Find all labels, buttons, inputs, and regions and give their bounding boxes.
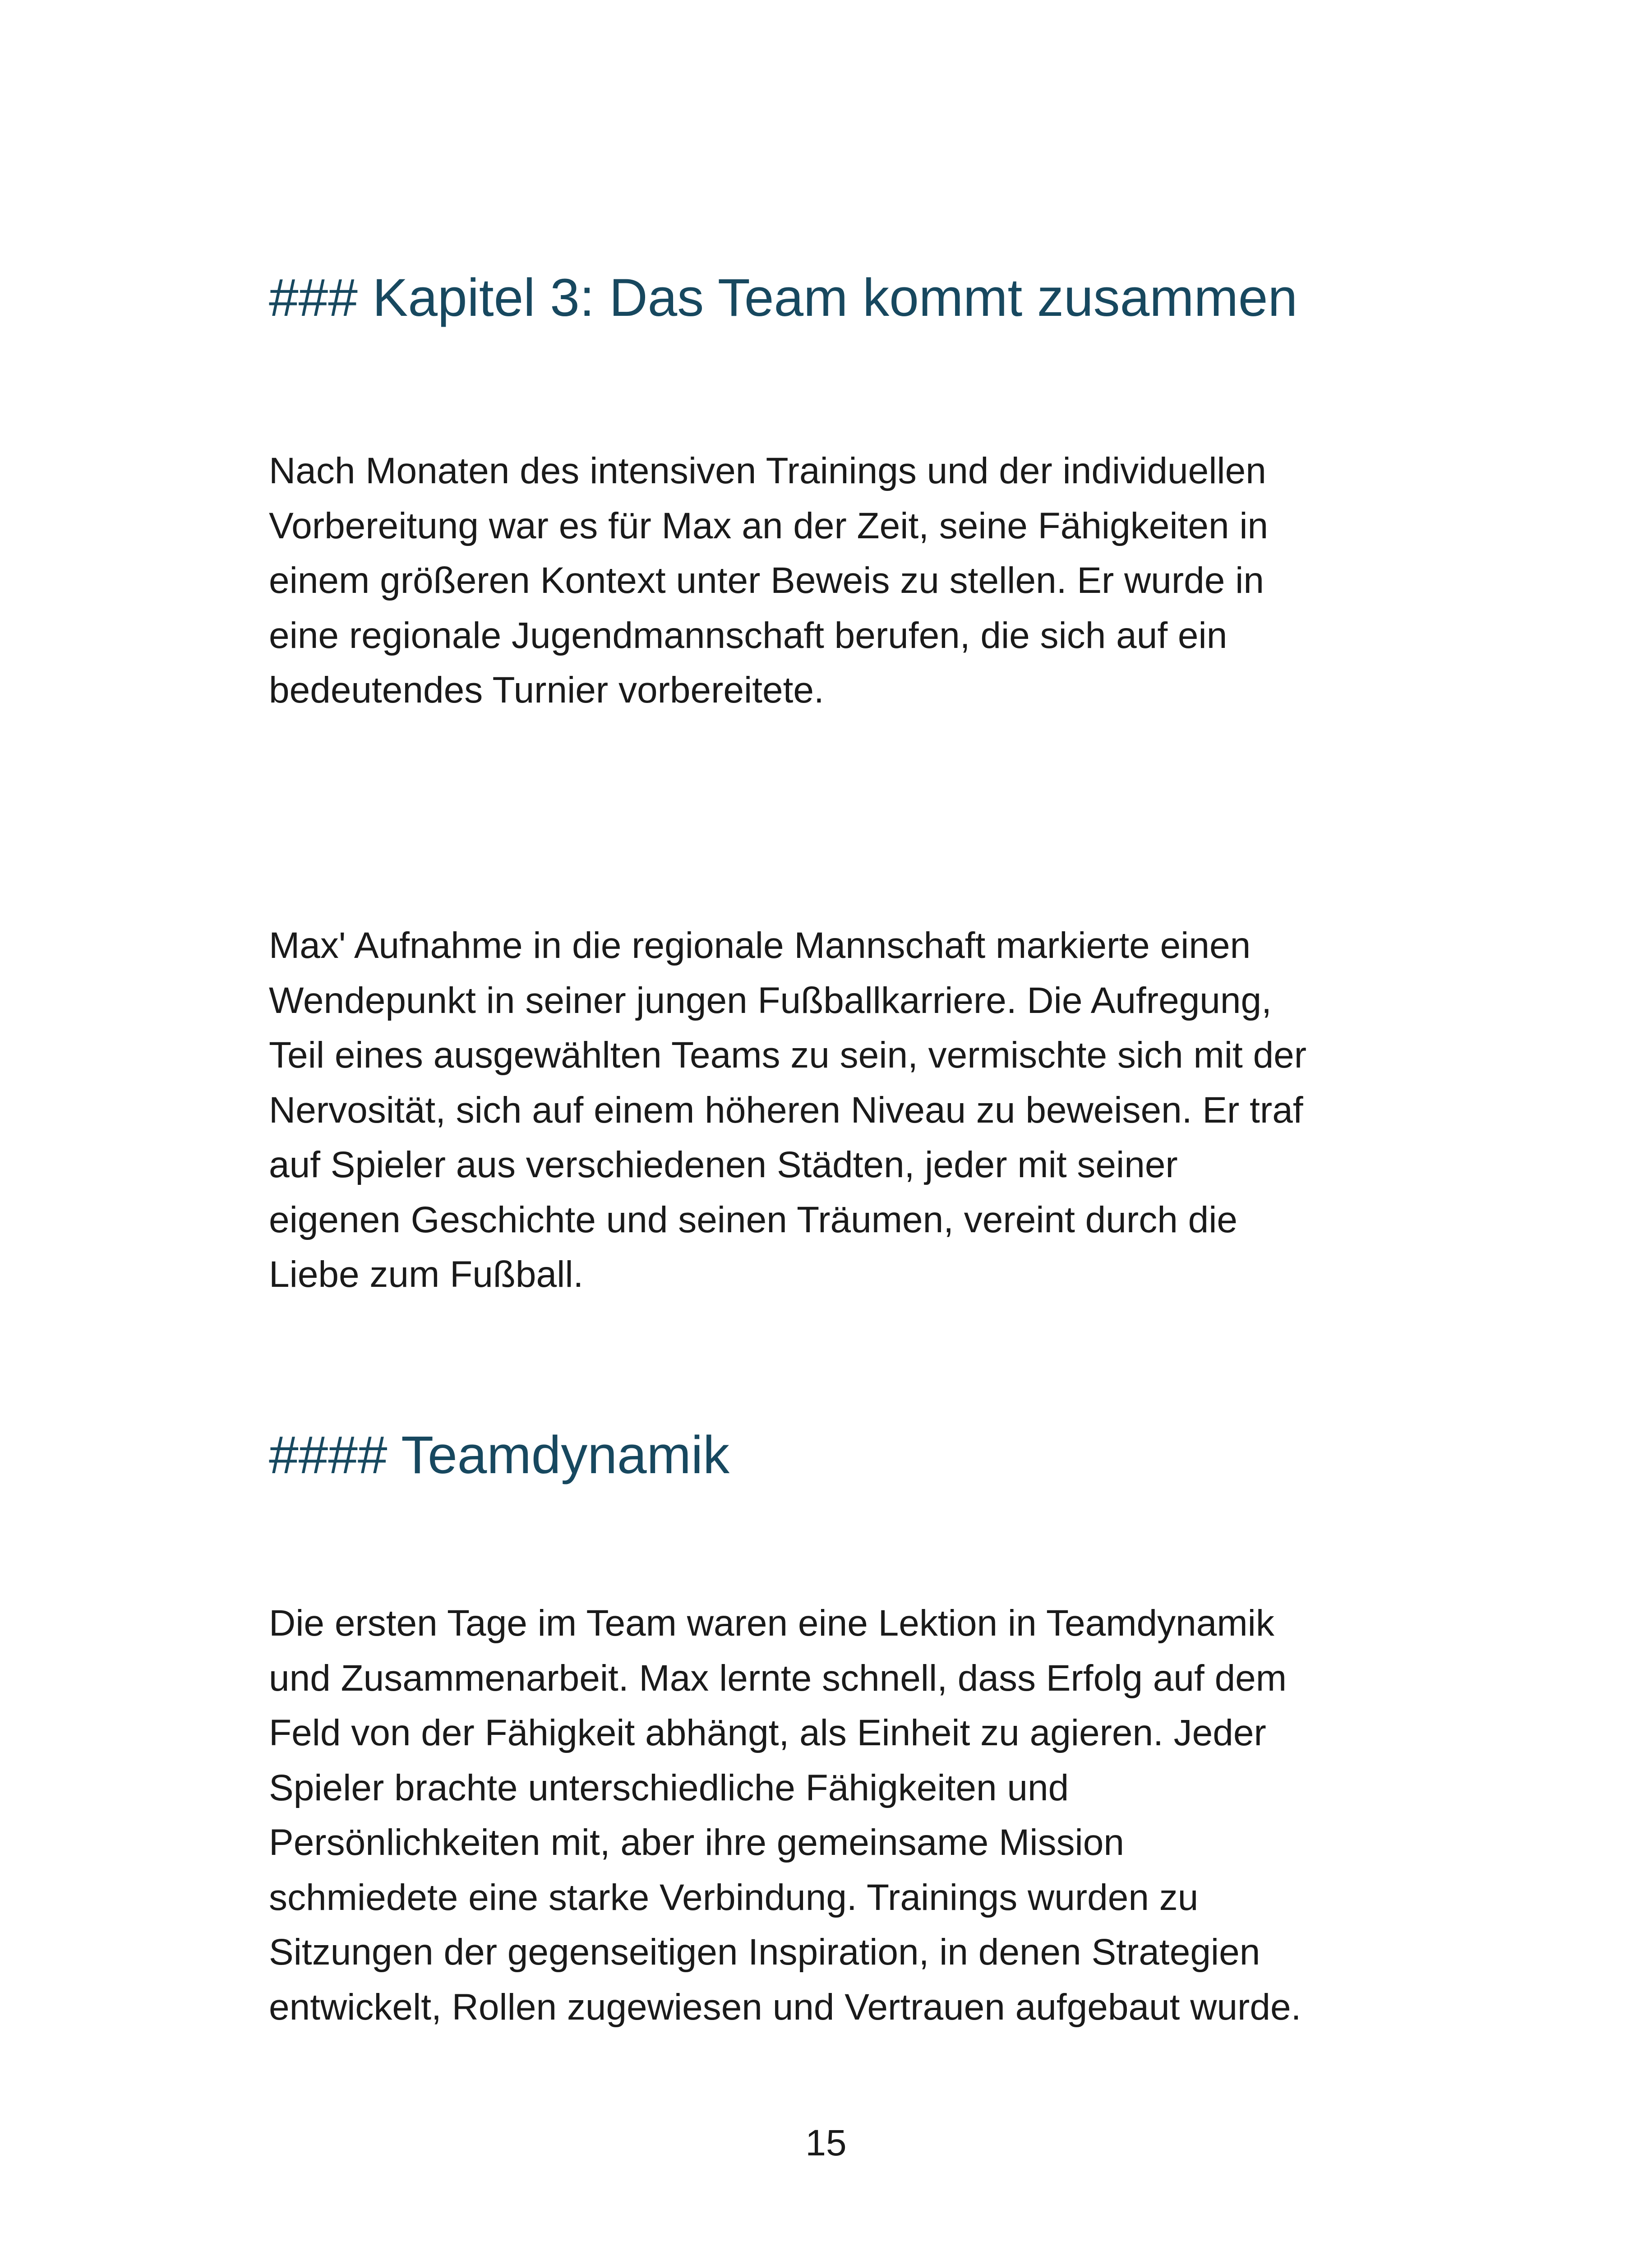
paragraph-line: bedeutendes Turnier vorbereitete.	[269, 670, 824, 711]
paragraph-line: eine regionale Jugendmannschaft berufen, die sich auf ein	[269, 615, 1227, 656]
paragraph-line: Spieler brachte unterschiedliche Fähigkeiten und	[269, 1767, 1069, 1808]
paragraph-line: entwickelt, Rollen zugewiesen und Vertrauen aufgebaut wurde.	[269, 1986, 1301, 2028]
paragraph-line: Sitzungen der gegenseitigen Inspiration, in denen Strategien	[269, 1932, 1260, 1973]
paragraph-intro	[269, 444, 1406, 718]
paragraph-line: und Zusammenarbeit. Max lernte schnell, dass Erfolg auf dem	[269, 1657, 1287, 1699]
paragraph-line: Vorbereitung war es für Max an der Zeit, seine Fähigkeiten in	[269, 505, 1269, 546]
paragraph-line: Liebe zum Fußball.	[269, 1254, 584, 1295]
paragraph-line: Teil eines ausgewählten Teams zu sein, vermischte sich mit der	[269, 1035, 1307, 1076]
paragraph-line: schmiedete eine starke Verbindung. Trainings wurden zu	[269, 1877, 1199, 1918]
paragraph-line: eigenen Geschichte und seinen Träumen, vereint durch die	[269, 1199, 1238, 1240]
paragraph-line: einem größeren Kontext unter Beweis zu stellen. Er wurde in	[269, 560, 1264, 601]
chapter-heading: ### Kapitel 3: Das Team kommt zusammen	[269, 268, 1298, 328]
paragraph-team-dynamics	[269, 1596, 1406, 2034]
paragraph-line: Nervosität, sich auf einem höheren Niveau zu beweisen. Er traf	[269, 1089, 1303, 1131]
paragraph-team-selection	[269, 918, 1406, 1302]
paragraph-line: Die ersten Tage im Team waren eine Lektion in Teamdynamik	[269, 1603, 1274, 1644]
paragraph-line: Feld von der Fähigkeit abhängt, als Einheit zu agieren. Jeder	[269, 1712, 1266, 1753]
paragraph-line: Max' Aufnahme in die regionale Mannschaft markierte einen	[269, 925, 1251, 966]
section-heading: #### Teamdynamik	[269, 1425, 730, 1485]
paragraph-line: Persönlichkeiten mit, aber ihre gemeinsame Mission	[269, 1822, 1124, 1863]
page-number: 15	[805, 2122, 847, 2164]
paragraph-line: Nach Monaten des intensiven Trainings und der individuellen	[269, 450, 1266, 491]
paragraph-line: Wendepunkt in seiner jungen Fußballkarriere. Die Aufregung,	[269, 980, 1272, 1021]
paragraph-line: auf Spieler aus verschiedenen Städten, jeder mit seiner	[269, 1144, 1178, 1185]
